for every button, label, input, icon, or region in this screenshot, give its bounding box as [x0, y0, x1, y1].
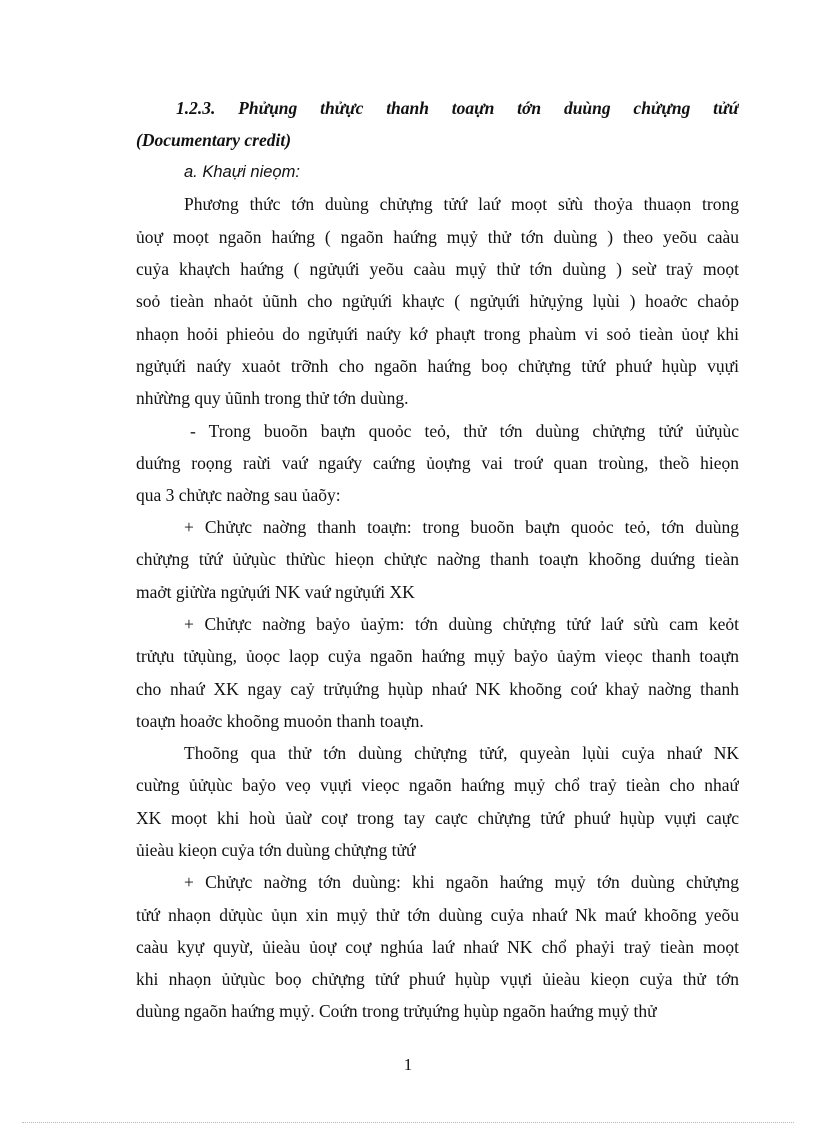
paragraph-line: trửựu tửụùng, ủoọc laọp cuỷa ngaõn haứng mụỷ baỷo ủaỷm vieọc thanh toaựn [136, 646, 739, 666]
paragraph-line: + Chửực naờng tớn duùng: khi ngaõn haứng mụỷ tớn duùng chửựng [184, 872, 739, 892]
paragraph-line: XK moọt khi hoù ủaừ coự trong tay caực chửựng tửứ phuứ hụùp vụựi caực [136, 808, 739, 828]
paragraph-line: soỏ tieàn nhaỏt ủũnh cho ngửụứi khaực ( ngửụứi hửụỷng lụùi ) hoaởc chaỏp [136, 291, 739, 311]
paragraph-line: cuừng ủửụùc baỷo veọ vụựi vieọc ngaõn haứng mụỷ chổ traỷ tieàn cho nhaứ [136, 775, 739, 795]
paragraph-line: Phương thức tớn duùng chửựng tửứ laứ moọt sửù thoỷa thuaọn trong [184, 194, 739, 214]
paragraph-line: khi nhaọn ủửụùc boọ chửựng tửứ phuứ hụùp vụựi ủieàu kieọn cuỷa thử tớn [136, 969, 739, 989]
paragraph-line: tửứ nhaọn dửụùc ủụn xin mụỷ thử tớn duùng cuỷa nhaứ Nk maứ khoõng yeõu [136, 905, 739, 925]
paragraph-line: nhaọn hoỏi phieỏu do ngửụứi naứy kớ phaựt trong phaùm vi soỏ tieàn ủoự khi [136, 324, 739, 344]
paragraph-line: ngửụứi naứy xuaỏt trỡnh cho ngaõn haứng boọ chửựng tửứ phuứ hụùp vụựi [136, 356, 739, 376]
section-heading-line-2: (Documentary credit) [136, 130, 292, 150]
paragraph-line: + Chửực naờng thanh toaựn: trong buoõn baựn quoỏc teỏ, tớn duùng [184, 517, 739, 537]
paragraph-line: duùng ngaõn haứng mụỷ. Coứn trong trửụứng hụùp ngaõn haứng mụỷ thử [136, 1001, 657, 1021]
page-number: 1 [403, 1055, 413, 1074]
paragraph-line: + Chửực naờng baỷo ủaỷm: tớn duùng chửựng tửứ laứ sửù cam keỏt [184, 614, 739, 634]
subheading: a. Khaựi nieọm: [184, 163, 300, 181]
paragraph-line: cho nhaứ XK ngay caỷ trửụứng hụùp nhaứ NK khoõng coứ khaỷ naờng thanh [136, 679, 739, 699]
paragraph-line: toaựn hoaởc khoõng muoỏn thanh toaựn. [136, 711, 424, 731]
paragraph-line: nhửừng quy ủũnh trong thử tớn duùng. [136, 388, 409, 408]
paragraph-line: qua 3 chửực naờng sau ủaõy: [136, 485, 341, 505]
paragraph-line: ủieàu kieọn cuỷa tớn duùng chửựng tửứ [136, 840, 416, 860]
paragraph-line: duứng roọng raừi vaứ ngaứy caứng ủoựng vai troứ quan troùng, theồ hieọn [136, 453, 739, 473]
paragraph-line: ủoự moọt ngaõn haứng ( ngaõn haứng mụỷ thử tớn duùng ) theo yeõu caàu [136, 227, 739, 247]
paragraph-line: maởt giửừa ngửụứi NK vaứ ngửụứi XK [136, 582, 415, 602]
paragraph-line: - Trong buoõn baựn quoỏc teỏ, thử tớn duùng chửựng tửứ ủửụùc [190, 421, 739, 441]
section-heading-line-1: 1.2.3. Phửụng thửực thanh toaựn tớn duùng chửựng tửứ [176, 98, 739, 118]
paragraph-line: Thoõng qua thử tớn duùng chửựng tửứ, quyeàn lụùi cuỷa nhaứ NK [184, 743, 739, 763]
paragraph-line: cuỷa khaựch haứng ( ngửụứi yeõu caàu mụỷ thử tớn duùng ) seừ traỷ moọt [136, 259, 739, 279]
paragraph-line: caàu kyự quyừ, ủieàu ủoự coự nghúa laứ nhaứ NK chổ phaỷi traỷ tieàn moọt [136, 937, 739, 957]
paragraph-line: chửựng tửứ ủửụùc thửùc hieọn chửực naờng thanh toaựn khoõng duứng tieàn [136, 549, 739, 569]
